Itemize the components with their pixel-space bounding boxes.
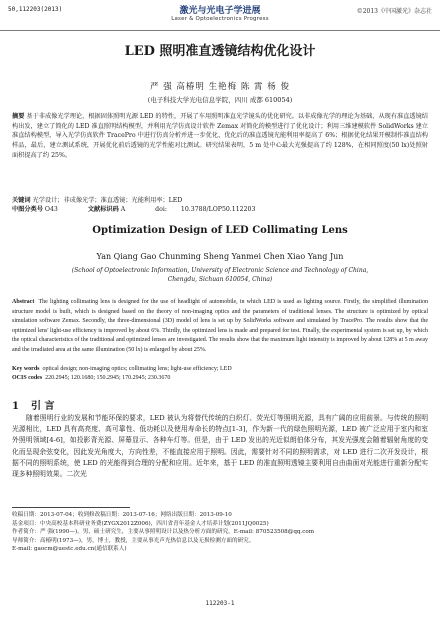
keywords-cn (12, 195, 182, 204)
affiliation-cn: (电子科技大学光电信息学院，四川 成都 610054) (147, 96, 293, 104)
doi-value: 10.3788/LOP50.112203 (180, 206, 256, 213)
copyright-notice: ©2013《中国激光》杂志社 (356, 8, 432, 15)
keywords-cn-label: 关键词 (12, 197, 31, 204)
abstract-cn-text: 基于非成像光学理论，根据固体照明光源 LED 的特性，开展了车用照明准直光学镜头的优化研究。以非成像光学的理论为基础，从现有准直透镜结构出发，建立了简化的 LED 准直照明结构模型，并利用光学仿真设计软件 Zemax 对简化的模型进行了优化设计；利用三维建模软件 SolidWorks 建立准直结构模型，导入光学仿真软件 TracePro 中进行仿真分析并进一步优化，优化后的准直透镜光能利用率提高了 6%；根据优化结果开模制作准直结构样品，最后，建立测试系统，开展优化前后透镜的光学性能对比测试。研究结果表明，5 m 处中心最大光强提高了约 128%，在相同照度(50 lx)处照射面积提高了约 25%。 (12, 113, 428, 159)
keywords-en-text: optical design; non-imaging optics; collimating lens; light-use efficiency; LED (42, 366, 232, 372)
abstract-en-text: The lighting collimating lens is designed for the use of headlight of automobile, in which LED is used as lighting source. Firstly, the simplified illumination structure model is built, which is designed based on the theory of non-imaging optics and the parameters of traditional lenses. The structure is optimized by optical simulation software Zemax. Secondly, the three-dimensional (3D) model of lens is set up by SolidWorks software and simulated by TracePro. The results show that the optimized lens' light-use efficiency is improved by about 6%. Thirdly, the optimized lens is made and prepared for test. Finally, the experimental system is set up, by which the optical characteristics of the traditional and optimized lenses are investigated. The results show that the maximum light intensity is improved by about 128% at 5 m away and the irradiated area at the same illumination (50 lx) is enlarged by about 25%. (12, 299, 428, 353)
affiliation-en (0, 266, 440, 284)
footnote-contact-email: E-mail: gaocm@uestc.edu.cn(通信联系人) (12, 546, 127, 553)
issue-number: 50,112203(2013) (8, 6, 63, 13)
page-number: 112203-1 (205, 600, 235, 607)
footnote-funding: 基金项目：中央高校基本科研业务费(ZYGX2012Z006)，四川省青年基金人才培养计划(2011JQ0025) (12, 520, 269, 527)
doi-label: doi: (155, 206, 167, 213)
ocis-text: 220.2945; 120.1680; 150.2945; 170.2945; 230.3670 (45, 375, 171, 381)
clc-code: O43 (44, 206, 58, 213)
classification-line (12, 204, 283, 213)
abstract-cn (12, 112, 428, 161)
authors-cn: 严 强 高椿明 生艳梅 陈 霄 杨 俊 (150, 82, 290, 92)
doc-code: A (120, 206, 126, 213)
section-title: 引 言 (30, 401, 55, 412)
footnote-received: 收稿日期：2013-07-04；收到修改稿日期：2013-07-16；网络出版日期：2013-09-10 (12, 512, 232, 518)
affiliation-en-line2: Chengdu, Sichuan 610054, China) (167, 276, 273, 283)
footnote-advisor-bio: 导师简介：高椿明(1973—)，男，博士，教授，主要从事光声光热信息以及无损检测方面的研究。 (12, 537, 255, 544)
footnote-author-bio: 作者简介：严 强(1990—)，男，硕士研究生，主要从事照明设计以及热分析方面的研究。E-mail: 870523508@qq.com (12, 529, 315, 536)
footnote-divider (12, 507, 130, 508)
keywords-cn-text: 光学设计；非成像光学；准直透镜；光能利用率；LED (32, 197, 183, 204)
keywords-en-label: Key words (12, 366, 40, 372)
doc-code-label: 文献标识码 (87, 206, 119, 213)
abstract-en (12, 298, 428, 356)
paper-title-cn: LED 照明准直透镜结构优化设计 (124, 44, 316, 59)
journal-name-en: Laser & Optoelectronics Progress (171, 16, 269, 22)
section-number: 1 (12, 401, 19, 412)
clc-label: 中图分类号 (12, 206, 43, 213)
journal-name-cn: 激光与光电子学进展 (179, 6, 261, 16)
ocis-label: OCIS codes (12, 375, 43, 381)
section-heading (12, 397, 54, 412)
journal-masthead (150, 3, 290, 22)
journal-header (0, 0, 440, 31)
keywords-en (12, 366, 428, 372)
footnotes (12, 511, 428, 554)
paper-title-en: Optimization Design of LED Collimating Lens (92, 225, 348, 236)
abstract-cn-label: 摘要 (12, 113, 25, 120)
abstract-en-label: Abstract (12, 299, 35, 305)
ocis-codes (12, 375, 428, 381)
authors-en: Yan Qiang Gao Chunming Sheng Yanmei Chen Xiao Yang Jun (96, 252, 344, 261)
affiliation-en-line1: (School of Optoelectronic Information, University of Electronic Science and Technology of China, (71, 267, 369, 274)
introduction-text: 随着照明行业的发展和节能环保的要求，LED 被认为将替代传统的白炽灯、荧光灯等照明光源，具有广阔的应用前景。与传统的照明光源相比，LED 具有高亮度、高可靠性、低功耗以及使用寿命长的特点[1-3]，作为新一代的绿色照明光源，LED 被广泛应用于室内和室外照明领域[4-6]，如投影背光源、屏幕显示、各种车灯等。但是，由于 LED 发出的光近似朗伯体分布，其发光强度会随着辐射角度的变化而呈现余弦变化，因此发光角度大，方向性差，不能直接应用于照明。因此，需要针对不同的照明需求，对 LED 进行二次开发设计，根据不同的照明系统，使 LED 的光能得到合理的分配和应用。近年来，基于 LED 的准直照明透镜主要利用自由曲面对光能进行重新分配实现多种照明效果。二次光 (12, 414, 428, 479)
